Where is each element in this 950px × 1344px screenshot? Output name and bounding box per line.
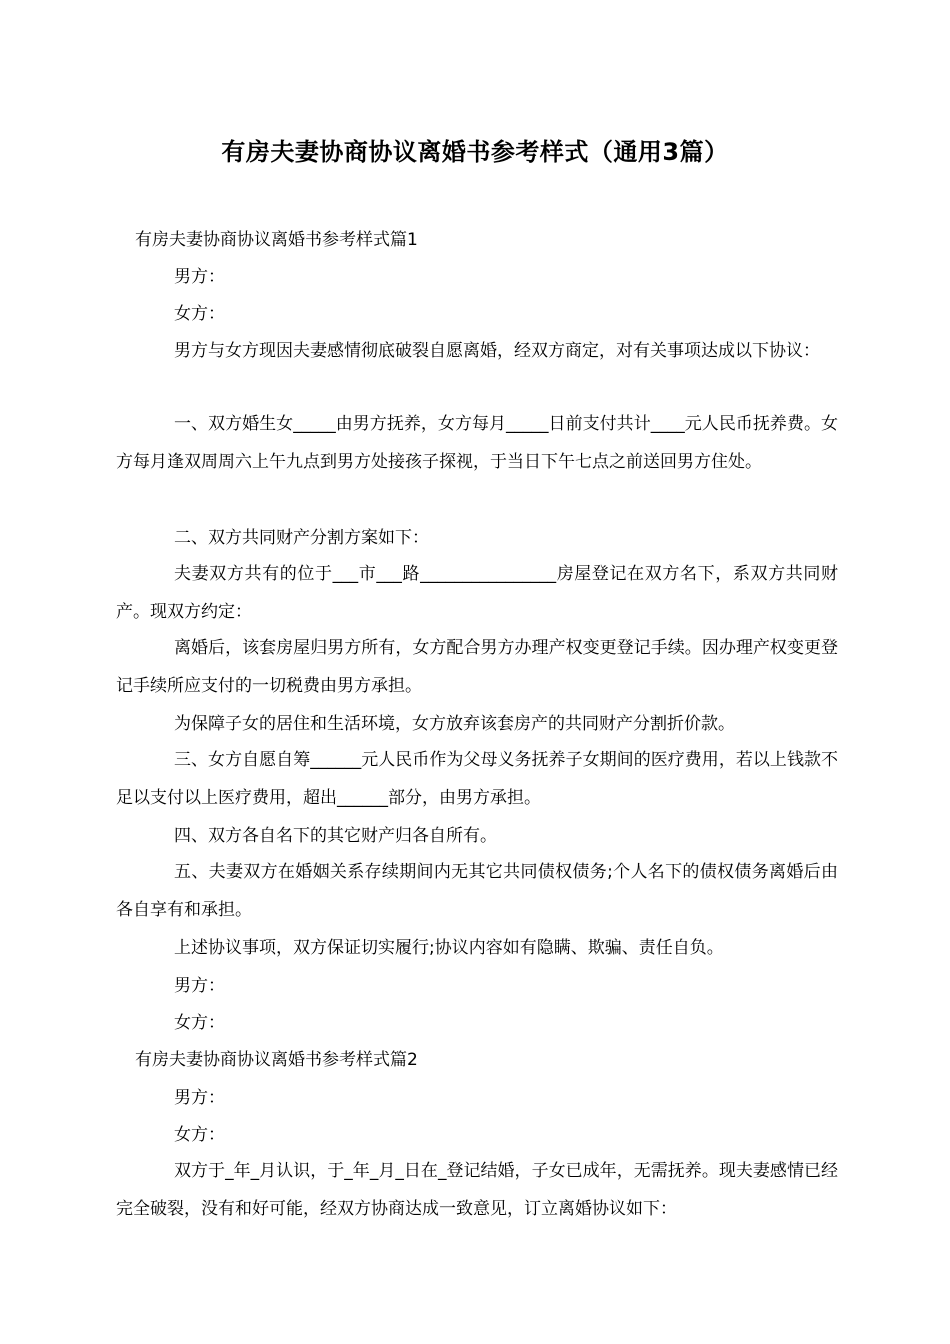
intro-paragraph-2: 双方于_年_月认识，于_年_月_日在_登记结婚，子女已成年，无需抚养。现夫妻感情已经完全破裂，没有和好可能，经双方协商达成一致意见，订立离婚协议如下：: [116, 1161, 838, 1219]
clause-4-paragraph: 四、双方各自名下的其它财产归各自所有。: [174, 826, 497, 846]
male-signature-label: 男方：: [174, 976, 225, 996]
female-label: 女方：: [174, 304, 225, 324]
section-heading-2: 有房夫妻协商协议离婚书参考样式篇2: [135, 1050, 418, 1070]
clause-3-paragraph: 三、女方自愿自筹______元人民币作为父母义务抚养子女期间的医疗费用，若以上钱款不足以支付以上医疗费用，超出______部分，由男方承担。: [116, 750, 838, 808]
children-environment-paragraph: 为保障子女的居住和生活环境，女方放弃该套房产的共同财产分割折价款。: [174, 714, 735, 734]
female-label-2: 女方：: [174, 1125, 225, 1145]
clause-1-paragraph: 一、双方婚生女_____由男方抚养，女方每月_____日前支付共计____元人民币抚养费。女方每月逢双周周六上午九点到男方处接孩子探视，于当日下午七点之前送回男方住处。: [116, 414, 838, 472]
male-label: 男方：: [174, 267, 225, 287]
intro-paragraph: 男方与女方现因夫妻感情彻底破裂自愿离婚，经双方商定，对有关事项达成以下协议：: [174, 341, 820, 361]
clause-5-paragraph: 五、夫妻双方在婚姻关系存续期间内无其它共同债权债务;个人名下的债权债务离婚后由各自享有和承担。: [116, 862, 838, 920]
section-heading-1: 有房夫妻协商协议离婚书参考样式篇1: [135, 230, 418, 250]
property-paragraph: 夫妻双方共有的位于___市___路________________房屋登记在双方名下，系双方共同财产。现双方约定：: [116, 564, 838, 622]
after-divorce-paragraph: 离婚后，该套房屋归男方所有，女方配合男方办理产权变更登记手续。因办理产权变更登记手续所应支付的一切税费由男方承担。: [116, 638, 838, 696]
female-signature-label: 女方：: [174, 1013, 225, 1033]
guarantee-paragraph: 上述协议事项，双方保证切实履行;协议内容如有隐瞒、欺骗、责任自负。: [174, 938, 724, 958]
document-title: 有房夫妻协商协议离婚书参考样式（通用3篇）: [221, 138, 729, 166]
clause-2-heading: 二、双方共同财产分割方案如下：: [174, 528, 429, 548]
male-label-2: 男方：: [174, 1088, 225, 1108]
